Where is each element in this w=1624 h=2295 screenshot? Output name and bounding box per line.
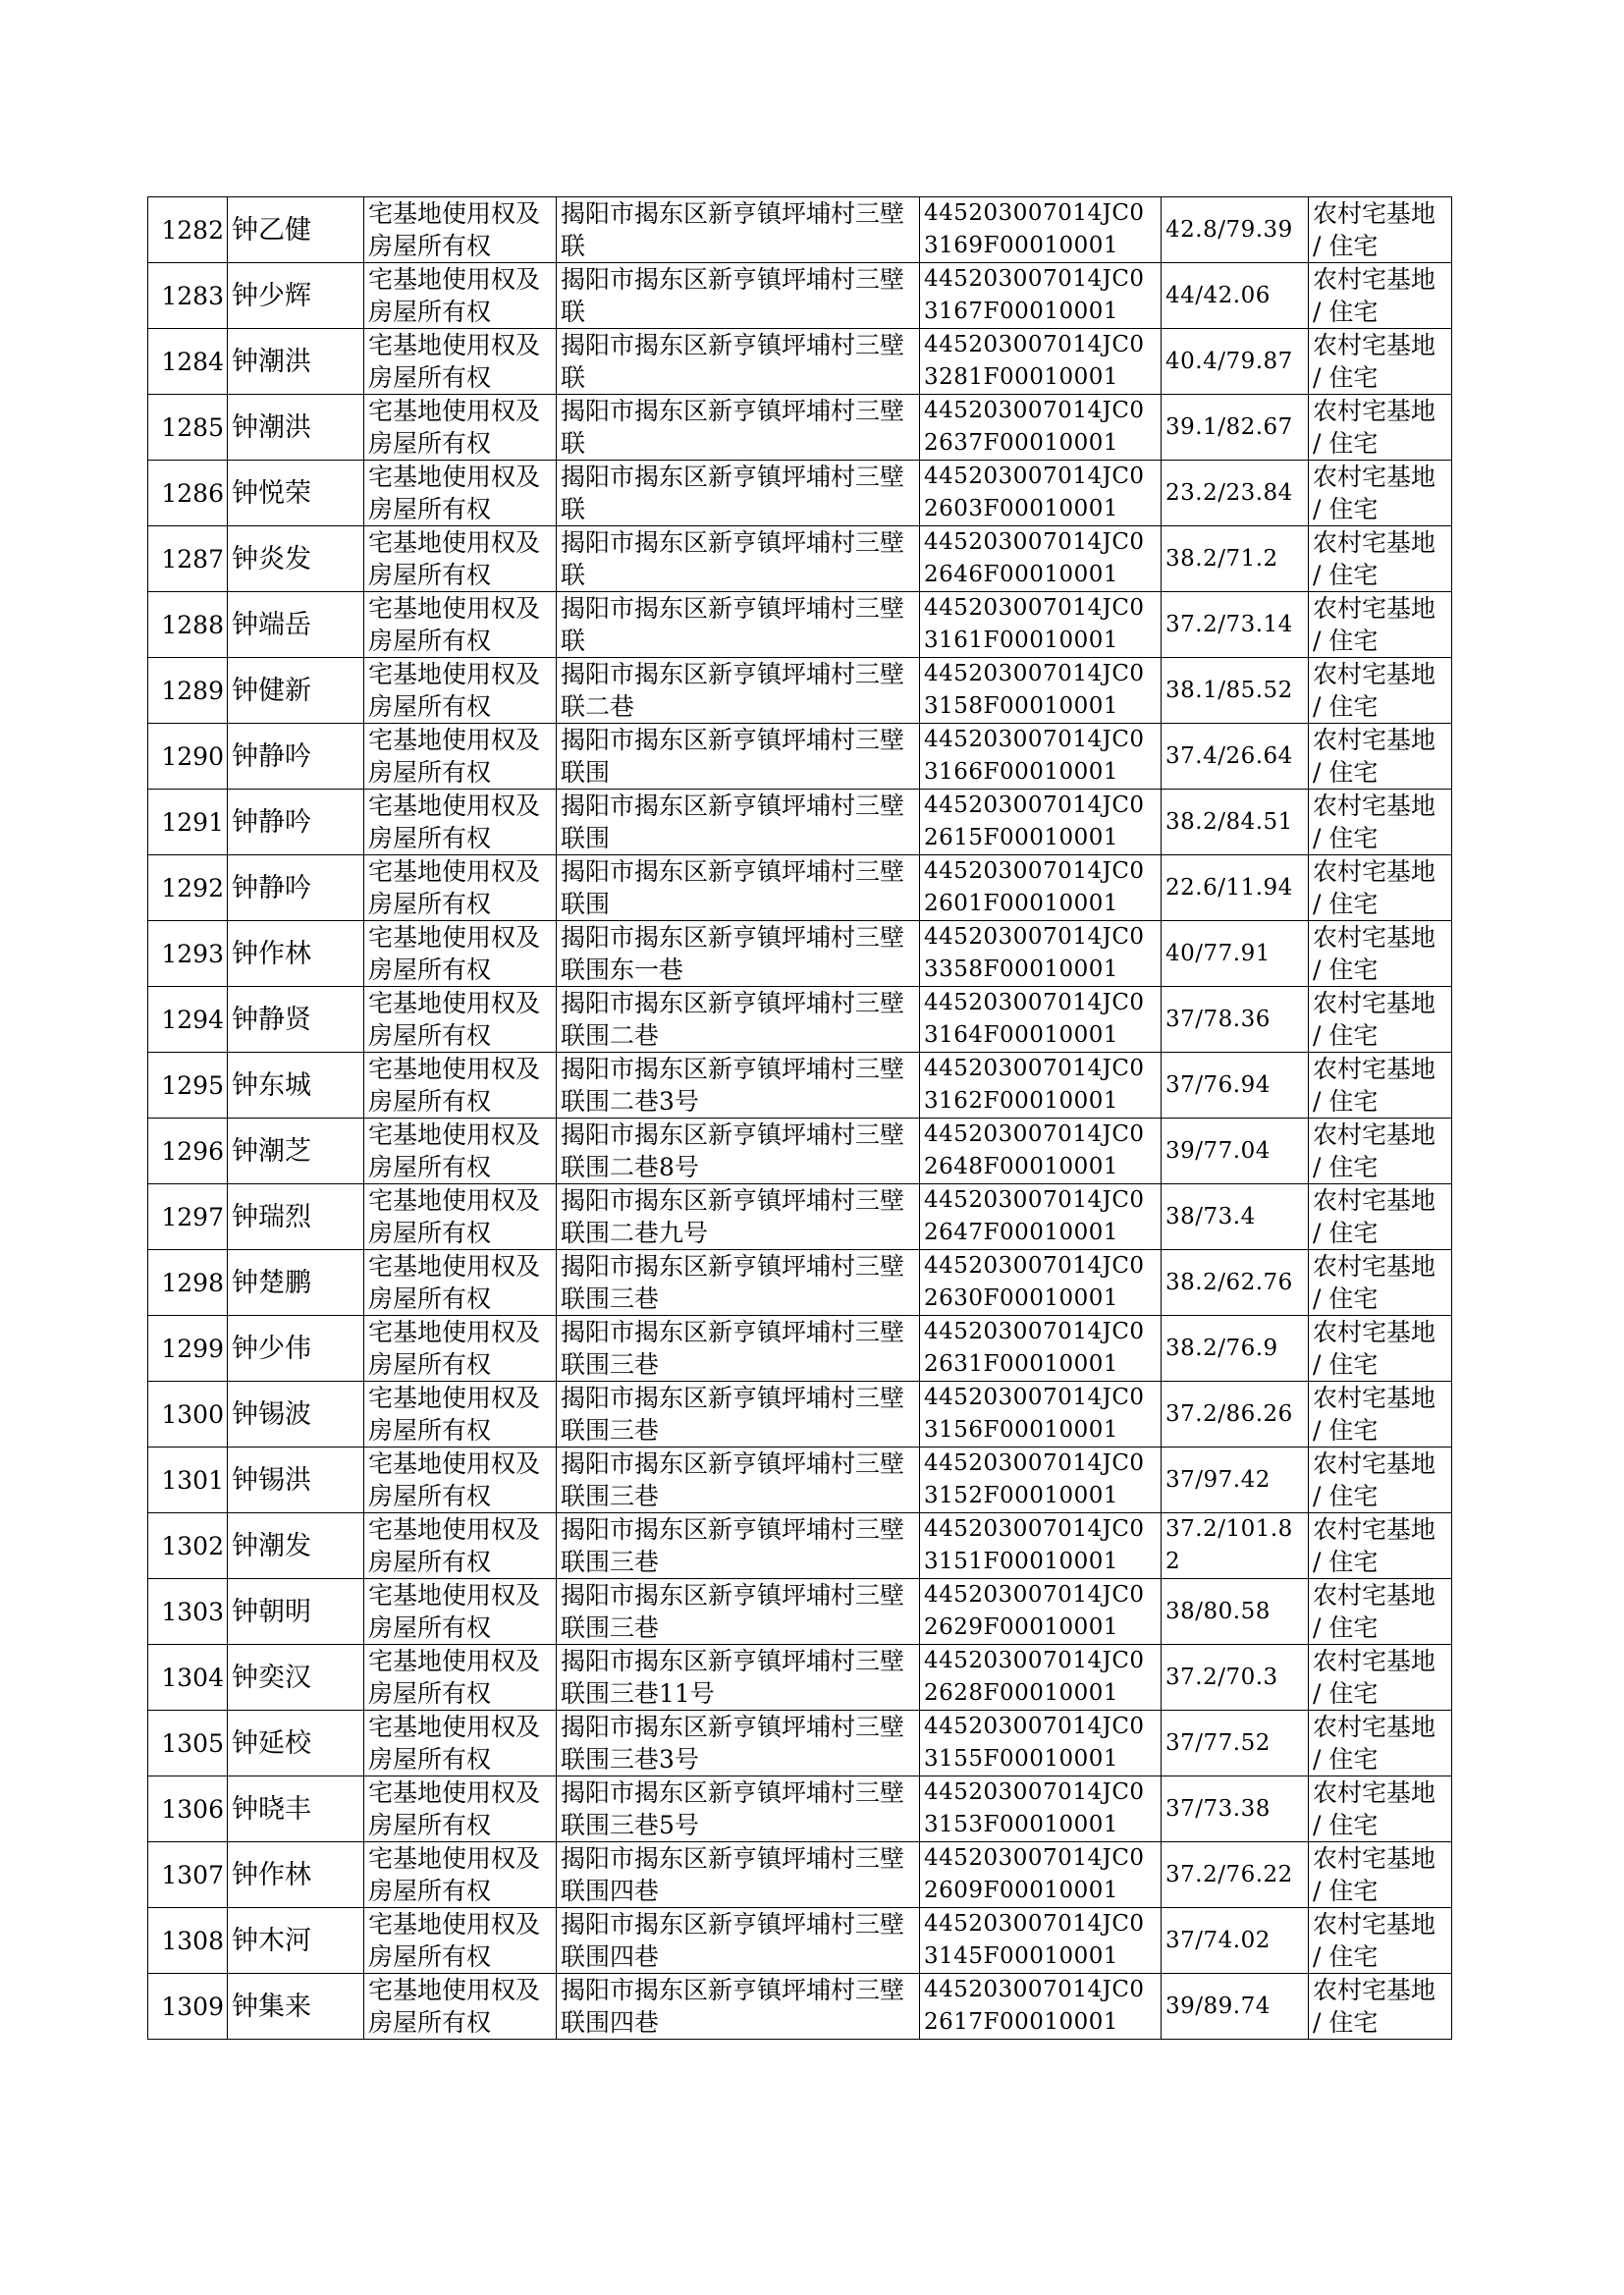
owner-name-cell: 钟楚鹏 xyxy=(228,1250,364,1316)
right-type-cell: 宅基地使用权及房屋所有权 xyxy=(364,395,557,461)
property-address-cell: 揭阳市揭东区新亨镇坪埔村三壁联围四巷 xyxy=(557,1842,920,1908)
record-number-cell: 1284 xyxy=(148,329,228,395)
table-row xyxy=(148,1513,1452,1579)
table-row xyxy=(148,987,1452,1053)
table-row xyxy=(148,1250,1452,1316)
record-number-cell: 1289 xyxy=(148,658,228,724)
unit-code-cell: 445203007014JC02648F00010001 xyxy=(920,1119,1162,1184)
unit-code-cell: 445203007014JC02647F00010001 xyxy=(920,1184,1162,1250)
land-use-cell: 农村宅基地 / 住宅 xyxy=(1309,1711,1452,1776)
table-row xyxy=(148,1382,1452,1448)
right-type-cell: 宅基地使用权及房屋所有权 xyxy=(364,921,557,987)
table-row xyxy=(148,1448,1452,1513)
land-use-cell: 农村宅基地 / 住宅 xyxy=(1309,526,1452,592)
area-value-cell: 38.2/76.9 xyxy=(1162,1316,1309,1382)
table-row xyxy=(148,790,1452,855)
area-value-cell: 38/80.58 xyxy=(1162,1579,1309,1645)
area-value-cell: 37.2/73.14 xyxy=(1162,592,1309,658)
property-address-cell: 揭阳市揭东区新亨镇坪埔村三壁联 xyxy=(557,329,920,395)
area-value-cell: 44/42.06 xyxy=(1162,263,1309,329)
area-value-cell: 38.2/62.76 xyxy=(1162,1250,1309,1316)
owner-name-cell: 钟木河 xyxy=(228,1908,364,1974)
unit-code-cell: 445203007014JC02628F00010001 xyxy=(920,1645,1162,1711)
area-value-cell: 40.4/79.87 xyxy=(1162,329,1309,395)
right-type-cell: 宅基地使用权及房屋所有权 xyxy=(364,461,557,526)
unit-code-cell: 445203007014JC02630F00010001 xyxy=(920,1250,1162,1316)
owner-name-cell: 钟延校 xyxy=(228,1711,364,1776)
area-value-cell: 38.2/84.51 xyxy=(1162,790,1309,855)
area-value-cell: 37/77.52 xyxy=(1162,1711,1309,1776)
property-address-cell: 揭阳市揭东区新亨镇坪埔村三壁联围三巷5号 xyxy=(557,1776,920,1842)
record-number-cell: 1292 xyxy=(148,855,228,921)
property-address-cell: 揭阳市揭东区新亨镇坪埔村三壁联围二巷九号 xyxy=(557,1184,920,1250)
owner-name-cell: 钟朝明 xyxy=(228,1579,364,1645)
right-type-cell: 宅基地使用权及房屋所有权 xyxy=(364,987,557,1053)
record-number-cell: 1307 xyxy=(148,1842,228,1908)
owner-name-cell: 钟静吟 xyxy=(228,724,364,790)
owner-name-cell: 钟东城 xyxy=(228,1053,364,1119)
table-row xyxy=(148,1908,1452,1974)
property-address-cell: 揭阳市揭东区新亨镇坪埔村三壁联围三巷 xyxy=(557,1316,920,1382)
table-row xyxy=(148,855,1452,921)
owner-name-cell: 钟潮芝 xyxy=(228,1119,364,1184)
unit-code-cell: 445203007014JC02615F00010001 xyxy=(920,790,1162,855)
owner-name-cell: 钟作林 xyxy=(228,921,364,987)
owner-name-cell: 钟锡波 xyxy=(228,1382,364,1448)
unit-code-cell: 445203007014JC02617F00010001 xyxy=(920,1974,1162,2040)
owner-name-cell: 钟少辉 xyxy=(228,263,364,329)
record-number-cell: 1300 xyxy=(148,1382,228,1448)
unit-code-cell: 445203007014JC02631F00010001 xyxy=(920,1316,1162,1382)
property-address-cell: 揭阳市揭东区新亨镇坪埔村三壁联围 xyxy=(557,724,920,790)
area-value-cell: 37/73.38 xyxy=(1162,1776,1309,1842)
right-type-cell: 宅基地使用权及房屋所有权 xyxy=(364,658,557,724)
property-address-cell: 揭阳市揭东区新亨镇坪埔村三壁联围三巷 xyxy=(557,1250,920,1316)
right-type-cell: 宅基地使用权及房屋所有权 xyxy=(364,1908,557,1974)
record-number-cell: 1299 xyxy=(148,1316,228,1382)
right-type-cell: 宅基地使用权及房屋所有权 xyxy=(364,526,557,592)
area-value-cell: 39.1/82.67 xyxy=(1162,395,1309,461)
record-number-cell: 1301 xyxy=(148,1448,228,1513)
unit-code-cell: 445203007014JC02646F00010001 xyxy=(920,526,1162,592)
land-use-cell: 农村宅基地 / 住宅 xyxy=(1309,1316,1452,1382)
property-address-cell: 揭阳市揭东区新亨镇坪埔村三壁联 xyxy=(557,197,920,263)
area-value-cell: 40/77.91 xyxy=(1162,921,1309,987)
area-value-cell: 39/89.74 xyxy=(1162,1974,1309,2040)
area-value-cell: 37.4/26.64 xyxy=(1162,724,1309,790)
owner-name-cell: 钟悦荣 xyxy=(228,461,364,526)
property-address-cell: 揭阳市揭东区新亨镇坪埔村三壁联围 xyxy=(557,790,920,855)
land-use-cell: 农村宅基地 / 住宅 xyxy=(1309,1974,1452,2040)
table-row xyxy=(148,1842,1452,1908)
land-use-cell: 农村宅基地 / 住宅 xyxy=(1309,724,1452,790)
right-type-cell: 宅基地使用权及房屋所有权 xyxy=(364,1645,557,1711)
record-number-cell: 1306 xyxy=(148,1776,228,1842)
right-type-cell: 宅基地使用权及房屋所有权 xyxy=(364,1119,557,1184)
unit-code-cell: 445203007014JC03281F00010001 xyxy=(920,329,1162,395)
owner-name-cell: 钟静吟 xyxy=(228,855,364,921)
land-use-cell: 农村宅基地 / 住宅 xyxy=(1309,395,1452,461)
table-row xyxy=(148,1711,1452,1776)
right-type-cell: 宅基地使用权及房屋所有权 xyxy=(364,1053,557,1119)
records-table-body xyxy=(148,197,1452,2040)
right-type-cell: 宅基地使用权及房屋所有权 xyxy=(364,1382,557,1448)
unit-code-cell: 445203007014JC02609F00010001 xyxy=(920,1842,1162,1908)
area-value-cell: 37/74.02 xyxy=(1162,1908,1309,1974)
area-value-cell: 37.2/76.22 xyxy=(1162,1842,1309,1908)
land-use-cell: 农村宅基地 / 住宅 xyxy=(1309,790,1452,855)
record-number-cell: 1295 xyxy=(148,1053,228,1119)
unit-code-cell: 445203007014JC03155F00010001 xyxy=(920,1711,1162,1776)
owner-name-cell: 钟少伟 xyxy=(228,1316,364,1382)
record-number-cell: 1303 xyxy=(148,1579,228,1645)
table-row xyxy=(148,1974,1452,2040)
area-value-cell: 22.6/11.94 xyxy=(1162,855,1309,921)
record-number-cell: 1287 xyxy=(148,526,228,592)
owner-name-cell: 钟晓丰 xyxy=(228,1776,364,1842)
unit-code-cell: 445203007014JC03151F00010001 xyxy=(920,1513,1162,1579)
property-address-cell: 揭阳市揭东区新亨镇坪埔村三壁联围三巷 xyxy=(557,1579,920,1645)
owner-name-cell: 钟潮洪 xyxy=(228,329,364,395)
property-address-cell: 揭阳市揭东区新亨镇坪埔村三壁联围二巷 xyxy=(557,987,920,1053)
area-value-cell: 42.8/79.39 xyxy=(1162,197,1309,263)
table-row xyxy=(148,1119,1452,1184)
right-type-cell: 宅基地使用权及房屋所有权 xyxy=(364,1316,557,1382)
unit-code-cell: 445203007014JC03358F00010001 xyxy=(920,921,1162,987)
land-use-cell: 农村宅基地 / 住宅 xyxy=(1309,1513,1452,1579)
owner-name-cell: 钟奕汉 xyxy=(228,1645,364,1711)
property-address-cell: 揭阳市揭东区新亨镇坪埔村三壁联围二巷3号 xyxy=(557,1053,920,1119)
area-value-cell: 37/78.36 xyxy=(1162,987,1309,1053)
land-use-cell: 农村宅基地 / 住宅 xyxy=(1309,1250,1452,1316)
owner-name-cell: 钟健新 xyxy=(228,658,364,724)
property-address-cell: 揭阳市揭东区新亨镇坪埔村三壁联 xyxy=(557,263,920,329)
owner-name-cell: 钟作林 xyxy=(228,1842,364,1908)
record-number-cell: 1297 xyxy=(148,1184,228,1250)
owner-name-cell: 钟静吟 xyxy=(228,790,364,855)
unit-code-cell: 445203007014JC03152F00010001 xyxy=(920,1448,1162,1513)
owner-name-cell: 钟锡洪 xyxy=(228,1448,364,1513)
table-row xyxy=(148,395,1452,461)
record-number-cell: 1305 xyxy=(148,1711,228,1776)
table-row xyxy=(148,921,1452,987)
record-number-cell: 1309 xyxy=(148,1974,228,2040)
unit-code-cell: 445203007014JC03164F00010001 xyxy=(920,987,1162,1053)
unit-code-cell: 445203007014JC02637F00010001 xyxy=(920,395,1162,461)
record-number-cell: 1282 xyxy=(148,197,228,263)
land-use-cell: 农村宅基地 / 住宅 xyxy=(1309,1645,1452,1711)
unit-code-cell: 445203007014JC02601F00010001 xyxy=(920,855,1162,921)
record-number-cell: 1285 xyxy=(148,395,228,461)
table-row xyxy=(148,1579,1452,1645)
record-number-cell: 1290 xyxy=(148,724,228,790)
area-value-cell: 23.2/23.84 xyxy=(1162,461,1309,526)
property-address-cell: 揭阳市揭东区新亨镇坪埔村三壁联 xyxy=(557,526,920,592)
right-type-cell: 宅基地使用权及房屋所有权 xyxy=(364,1579,557,1645)
table-row xyxy=(148,1053,1452,1119)
owner-name-cell: 钟端岳 xyxy=(228,592,364,658)
right-type-cell: 宅基地使用权及房屋所有权 xyxy=(364,724,557,790)
table-row xyxy=(148,197,1452,263)
property-address-cell: 揭阳市揭东区新亨镇坪埔村三壁联围三巷3号 xyxy=(557,1711,920,1776)
table-row xyxy=(148,1184,1452,1250)
table-row xyxy=(148,329,1452,395)
record-number-cell: 1283 xyxy=(148,263,228,329)
right-type-cell: 宅基地使用权及房屋所有权 xyxy=(364,1448,557,1513)
record-number-cell: 1298 xyxy=(148,1250,228,1316)
unit-code-cell: 445203007014JC03156F00010001 xyxy=(920,1382,1162,1448)
land-use-cell: 农村宅基地 / 住宅 xyxy=(1309,1448,1452,1513)
right-type-cell: 宅基地使用权及房屋所有权 xyxy=(364,1184,557,1250)
owner-name-cell: 钟集来 xyxy=(228,1974,364,2040)
record-number-cell: 1302 xyxy=(148,1513,228,1579)
land-use-cell: 农村宅基地 / 住宅 xyxy=(1309,1382,1452,1448)
right-type-cell: 宅基地使用权及房屋所有权 xyxy=(364,855,557,921)
table-row xyxy=(148,1316,1452,1382)
land-use-cell: 农村宅基地 / 住宅 xyxy=(1309,1184,1452,1250)
right-type-cell: 宅基地使用权及房屋所有权 xyxy=(364,1974,557,2040)
land-use-cell: 农村宅基地 / 住宅 xyxy=(1309,263,1452,329)
right-type-cell: 宅基地使用权及房屋所有权 xyxy=(364,1842,557,1908)
table-row xyxy=(148,263,1452,329)
owner-name-cell: 钟潮发 xyxy=(228,1513,364,1579)
property-address-cell: 揭阳市揭东区新亨镇坪埔村三壁联二巷 xyxy=(557,658,920,724)
unit-code-cell: 445203007014JC03145F00010001 xyxy=(920,1908,1162,1974)
table-row xyxy=(148,526,1452,592)
land-use-cell: 农村宅基地 / 住宅 xyxy=(1309,1579,1452,1645)
area-value-cell: 38/73.4 xyxy=(1162,1184,1309,1250)
property-address-cell: 揭阳市揭东区新亨镇坪埔村三壁联围四巷 xyxy=(557,1908,920,1974)
area-value-cell: 39/77.04 xyxy=(1162,1119,1309,1184)
record-number-cell: 1308 xyxy=(148,1908,228,1974)
record-number-cell: 1304 xyxy=(148,1645,228,1711)
property-address-cell: 揭阳市揭东区新亨镇坪埔村三壁联围三巷 xyxy=(557,1513,920,1579)
table-row xyxy=(148,461,1452,526)
unit-code-cell: 445203007014JC03162F00010001 xyxy=(920,1053,1162,1119)
record-number-cell: 1293 xyxy=(148,921,228,987)
property-address-cell: 揭阳市揭东区新亨镇坪埔村三壁联 xyxy=(557,395,920,461)
land-use-cell: 农村宅基地 / 住宅 xyxy=(1309,658,1452,724)
land-use-cell: 农村宅基地 / 住宅 xyxy=(1309,1776,1452,1842)
area-value-cell: 37/97.42 xyxy=(1162,1448,1309,1513)
table-row xyxy=(148,592,1452,658)
unit-code-cell: 445203007014JC02603F00010001 xyxy=(920,461,1162,526)
owner-name-cell: 钟潮洪 xyxy=(228,395,364,461)
property-address-cell: 揭阳市揭东区新亨镇坪埔村三壁联围三巷11号 xyxy=(557,1645,920,1711)
land-use-cell: 农村宅基地 / 住宅 xyxy=(1309,197,1452,263)
unit-code-cell: 445203007014JC03153F00010001 xyxy=(920,1776,1162,1842)
land-use-cell: 农村宅基地 / 住宅 xyxy=(1309,1908,1452,1974)
land-use-cell: 农村宅基地 / 住宅 xyxy=(1309,855,1452,921)
area-value-cell: 37.2/86.26 xyxy=(1162,1382,1309,1448)
property-address-cell: 揭阳市揭东区新亨镇坪埔村三壁联围三巷 xyxy=(557,1382,920,1448)
area-value-cell: 37.2/101.82 xyxy=(1162,1513,1309,1579)
table-row xyxy=(148,724,1452,790)
unit-code-cell: 445203007014JC03161F00010001 xyxy=(920,592,1162,658)
unit-code-cell: 445203007014JC03158F00010001 xyxy=(920,658,1162,724)
land-use-cell: 农村宅基地 / 住宅 xyxy=(1309,461,1452,526)
unit-code-cell: 445203007014JC02629F00010001 xyxy=(920,1579,1162,1645)
record-number-cell: 1288 xyxy=(148,592,228,658)
table-row xyxy=(148,1776,1452,1842)
land-use-cell: 农村宅基地 / 住宅 xyxy=(1309,987,1452,1053)
table-row xyxy=(148,658,1452,724)
property-address-cell: 揭阳市揭东区新亨镇坪埔村三壁联围 xyxy=(557,855,920,921)
right-type-cell: 宅基地使用权及房屋所有权 xyxy=(364,1250,557,1316)
owner-name-cell: 钟乙健 xyxy=(228,197,364,263)
land-use-cell: 农村宅基地 / 住宅 xyxy=(1309,1053,1452,1119)
land-use-cell: 农村宅基地 / 住宅 xyxy=(1309,1842,1452,1908)
owner-name-cell: 钟炎发 xyxy=(228,526,364,592)
property-address-cell: 揭阳市揭东区新亨镇坪埔村三壁联围东一巷 xyxy=(557,921,920,987)
owner-name-cell: 钟静贤 xyxy=(228,987,364,1053)
right-type-cell: 宅基地使用权及房屋所有权 xyxy=(364,592,557,658)
table-row xyxy=(148,1645,1452,1711)
unit-code-cell: 445203007014JC03166F00010001 xyxy=(920,724,1162,790)
right-type-cell: 宅基地使用权及房屋所有权 xyxy=(364,1513,557,1579)
right-type-cell: 宅基地使用权及房屋所有权 xyxy=(364,329,557,395)
record-number-cell: 1286 xyxy=(148,461,228,526)
area-value-cell: 37.2/70.3 xyxy=(1162,1645,1309,1711)
property-address-cell: 揭阳市揭东区新亨镇坪埔村三壁联 xyxy=(557,592,920,658)
right-type-cell: 宅基地使用权及房屋所有权 xyxy=(364,263,557,329)
property-address-cell: 揭阳市揭东区新亨镇坪埔村三壁联 xyxy=(557,461,920,526)
area-value-cell: 38.1/85.52 xyxy=(1162,658,1309,724)
records-table xyxy=(147,196,1452,2040)
record-number-cell: 1291 xyxy=(148,790,228,855)
area-value-cell: 37/76.94 xyxy=(1162,1053,1309,1119)
unit-code-cell: 445203007014JC03169F00010001 xyxy=(920,197,1162,263)
unit-code-cell: 445203007014JC03167F00010001 xyxy=(920,263,1162,329)
right-type-cell: 宅基地使用权及房屋所有权 xyxy=(364,197,557,263)
record-number-cell: 1296 xyxy=(148,1119,228,1184)
land-use-cell: 农村宅基地 / 住宅 xyxy=(1309,1119,1452,1184)
property-address-cell: 揭阳市揭东区新亨镇坪埔村三壁联围四巷 xyxy=(557,1974,920,2040)
right-type-cell: 宅基地使用权及房屋所有权 xyxy=(364,1776,557,1842)
land-use-cell: 农村宅基地 / 住宅 xyxy=(1309,921,1452,987)
property-address-cell: 揭阳市揭东区新亨镇坪埔村三壁联围三巷 xyxy=(557,1448,920,1513)
property-address-cell: 揭阳市揭东区新亨镇坪埔村三壁联围二巷8号 xyxy=(557,1119,920,1184)
land-use-cell: 农村宅基地 / 住宅 xyxy=(1309,329,1452,395)
area-value-cell: 38.2/71.2 xyxy=(1162,526,1309,592)
owner-name-cell: 钟瑞烈 xyxy=(228,1184,364,1250)
land-use-cell: 农村宅基地 / 住宅 xyxy=(1309,592,1452,658)
record-number-cell: 1294 xyxy=(148,987,228,1053)
right-type-cell: 宅基地使用权及房屋所有权 xyxy=(364,790,557,855)
right-type-cell: 宅基地使用权及房屋所有权 xyxy=(364,1711,557,1776)
